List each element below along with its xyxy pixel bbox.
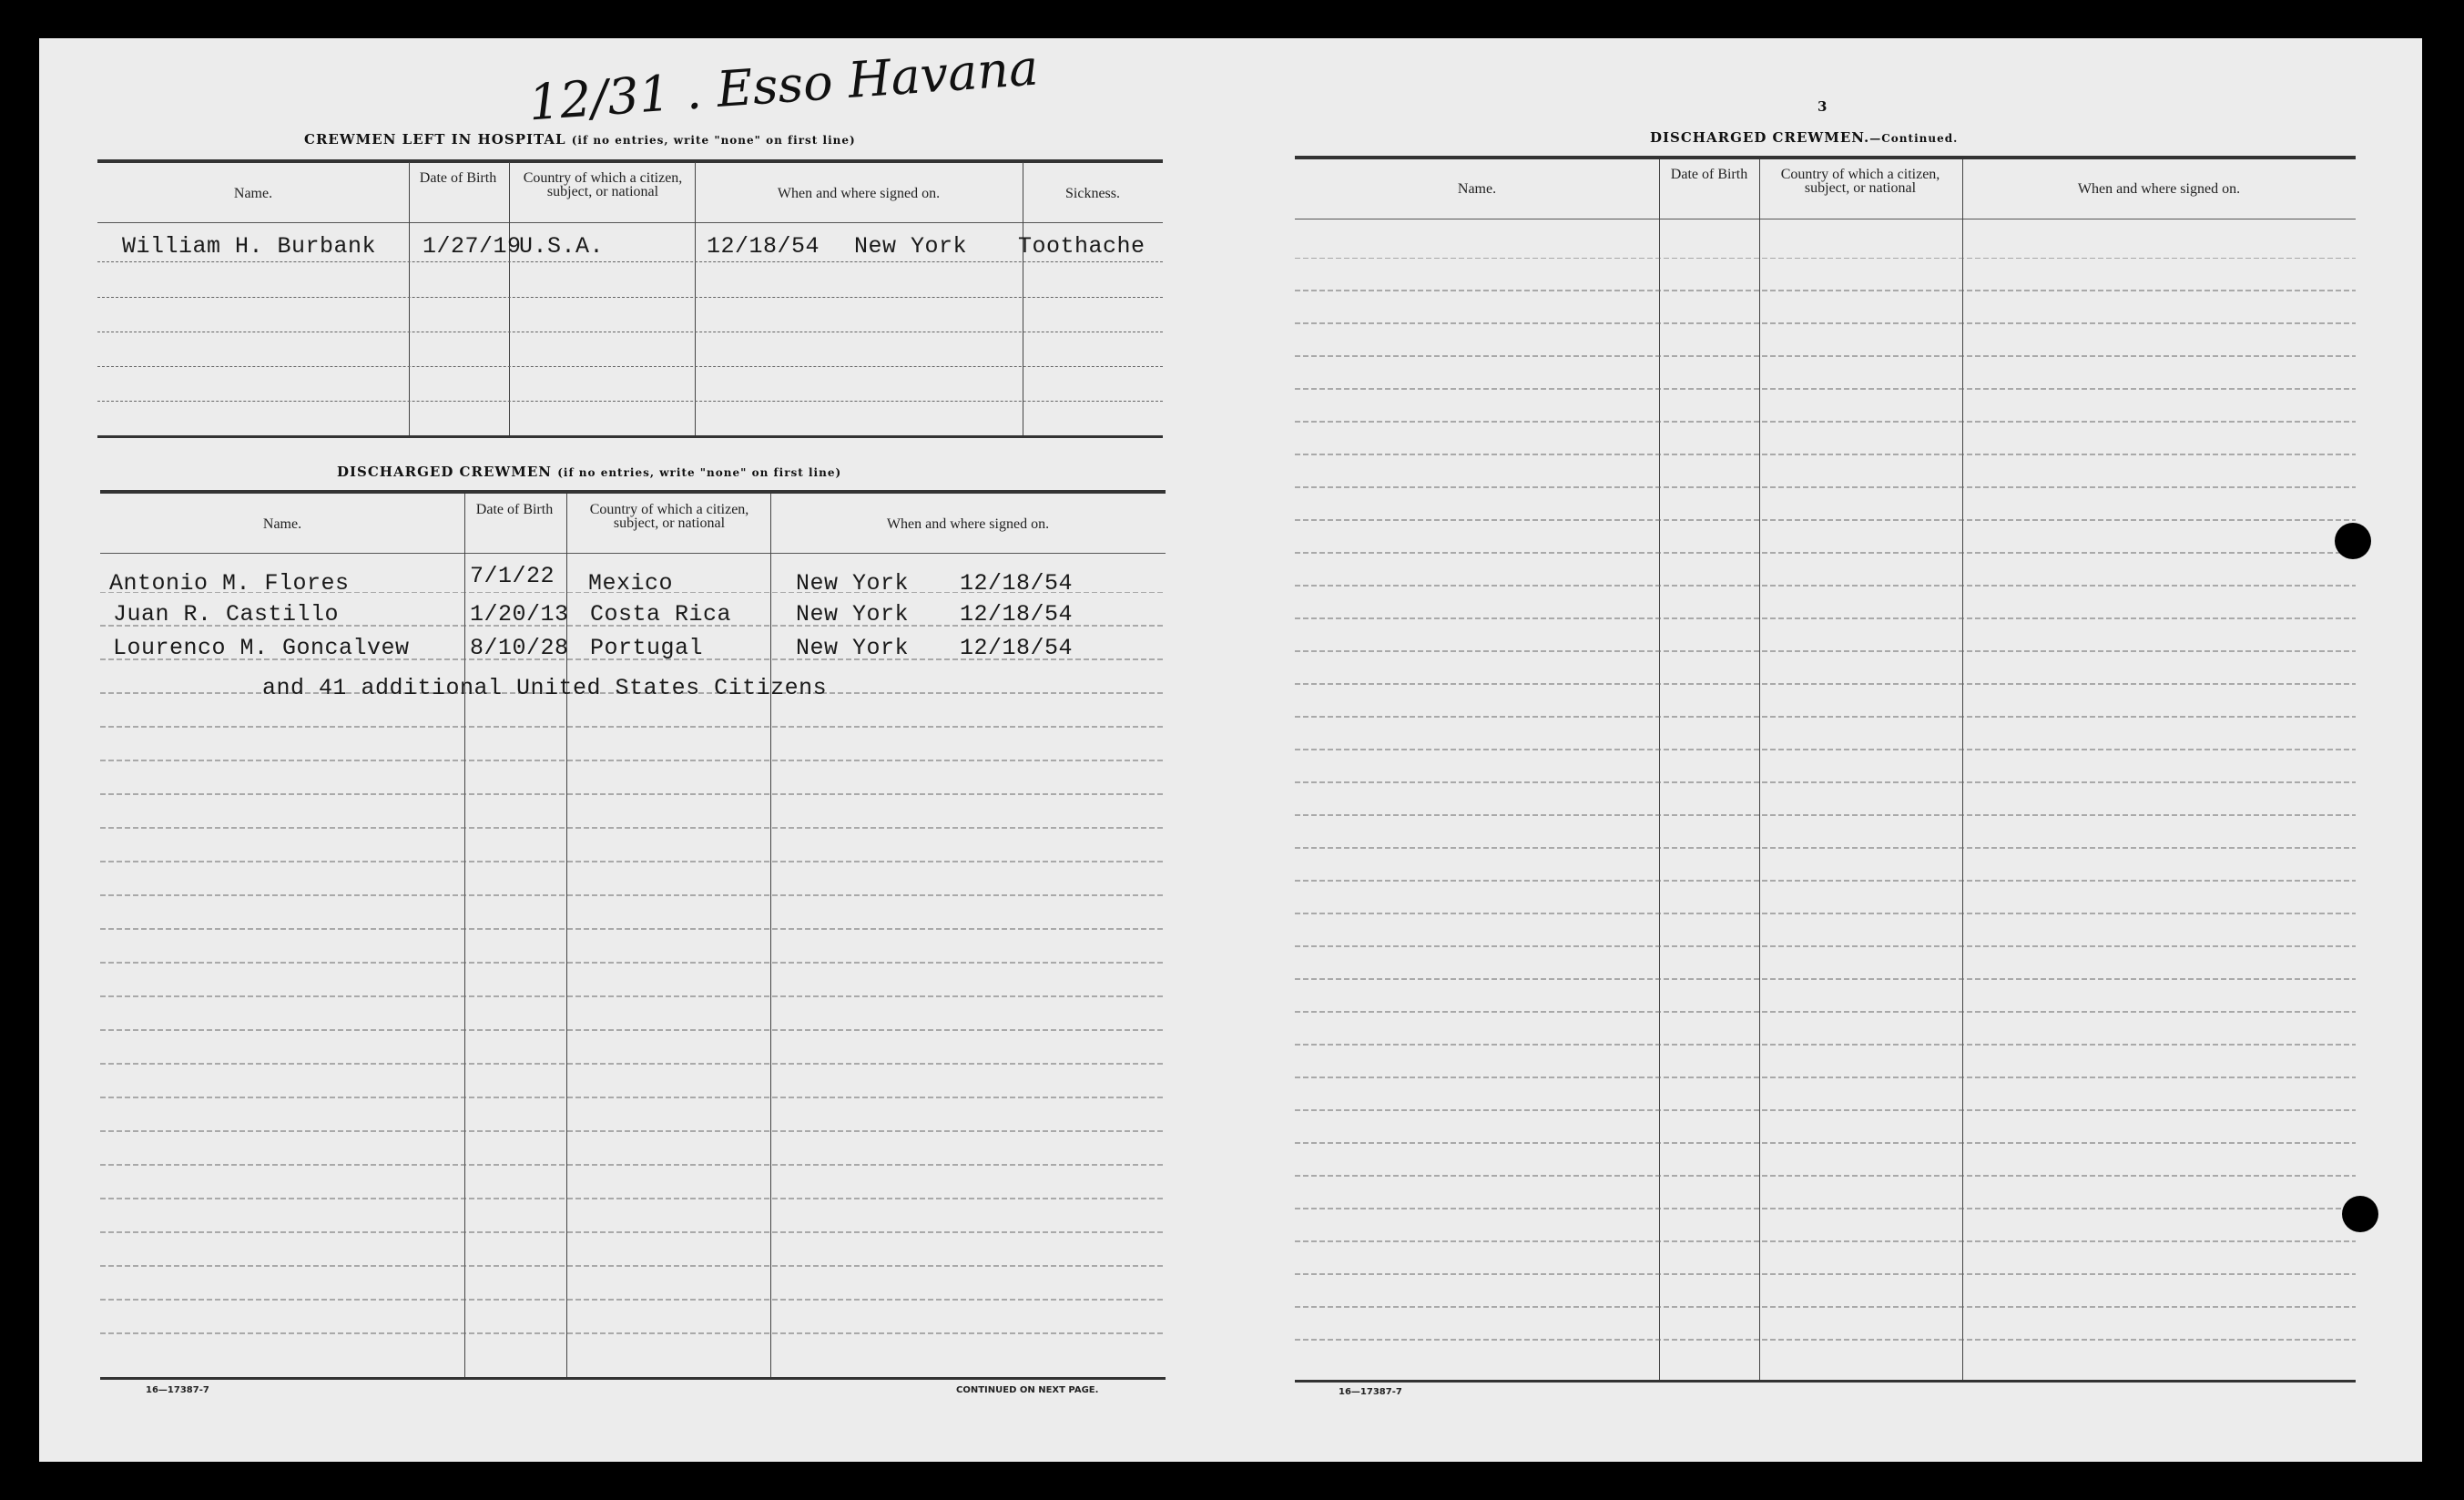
hospital-section-title: CREWMEN LEFT IN HOSPITAL (if no entries, write "none" on first line) [304, 131, 856, 148]
discharged-row-dob: 8/10/28 [470, 635, 569, 661]
hospital-section-note: (if no entries, write "none" on first line) [571, 134, 856, 147]
discharged-section-title: DISCHARGED CREWMEN (if no entries, write "none" on first line) [337, 464, 842, 480]
discharged-row-country: Portugal [590, 635, 704, 661]
hospital-col-name: Name. [233, 186, 273, 201]
hospital-col-country: Country of which a citizen, subject, or national [523, 170, 683, 199]
discharged-row-dob: 1/20/13 [470, 601, 569, 628]
hospital-row-place: New York [854, 233, 968, 260]
discharged-col-country: Country of which a citizen, subject, or national [589, 502, 749, 531]
discharged-additional-note: and 41 additional United States Citizens [262, 675, 828, 701]
punch-hole [2335, 523, 2371, 559]
continued-note: CONTINUED ON NEXT PAGE. [956, 1385, 1099, 1395]
right-section-title-suffix: —Continued. [1869, 132, 1959, 145]
right-col-dob: Date of Birth [1670, 167, 1748, 182]
right-form-number: 16—17387-7 [1339, 1387, 1402, 1397]
discharged-row-country: Costa Rica [590, 601, 732, 628]
discharged-col-signed: When and where signed on. [886, 516, 1050, 532]
discharged-row-date: 12/18/54 [960, 570, 1074, 597]
discharged-row-dob: 7/1/22 [470, 563, 555, 589]
page-number: 3 [1817, 98, 1828, 115]
discharged-col-name: Name. [262, 516, 302, 532]
discharged-row-name: Lourenco M. Goncalvew [113, 635, 410, 661]
handwritten-note: 12/31 . Esso Havana [526, 38, 1041, 132]
right-col-country: Country of which a citizen, subject, or national [1780, 167, 1940, 196]
discharged-col-dob: Date of Birth [475, 502, 554, 517]
discharged-row-country: Mexico [588, 570, 674, 597]
discharged-ruled-lines [100, 592, 1166, 1375]
discharged-row-place: New York [796, 601, 910, 628]
discharged-section-note: (if no entries, write "none" on first line) [557, 466, 842, 479]
discharged-row-place: New York [796, 635, 910, 661]
right-section-title: DISCHARGED CREWMEN.—Continued. [1650, 129, 1959, 146]
hospital-row-name: William H. Burbank [122, 233, 377, 260]
hospital-col-dob: Date of Birth [419, 170, 497, 186]
hospital-row-country: U.S.A. [519, 233, 605, 260]
discharged-row-name: Antonio M. Flores [109, 570, 350, 597]
discharged-row-place: New York [796, 570, 910, 597]
hospital-col-sickness: Sickness. [1065, 186, 1120, 201]
right-col-name: Name. [1457, 181, 1497, 197]
hospital-row-sickness: Toothache [1018, 233, 1145, 260]
hospital-row-date: 12/18/54 [707, 233, 820, 260]
punch-hole [2342, 1196, 2378, 1232]
hospital-row-dob: 1/27/19 [423, 233, 522, 260]
discharged-row-date: 12/18/54 [960, 601, 1074, 628]
right-col-signed: When and where signed on. [2077, 181, 2241, 197]
discharged-row-date: 12/18/54 [960, 635, 1074, 661]
hospital-col-signed: When and where signed on. [777, 186, 941, 201]
hospital-table [97, 162, 1163, 435]
right-ruled-lines [1295, 258, 2356, 1378]
left-form-number: 16—17387-7 [146, 1385, 209, 1395]
discharged-row-name: Juan R. Castillo [113, 601, 340, 628]
